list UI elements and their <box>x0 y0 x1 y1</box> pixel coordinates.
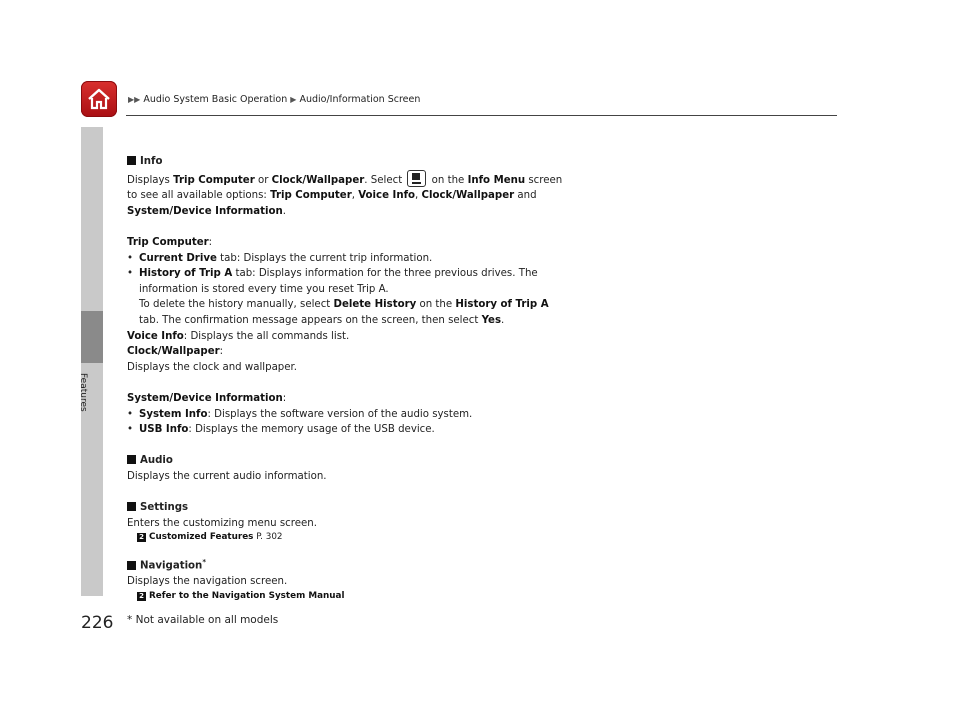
audio-desc: Displays the current audio information. <box>127 470 327 482</box>
section-tab-marker <box>81 311 103 363</box>
list-item: • Current Drive tab: Displays the current trip information. <box>127 252 433 264</box>
voice-info-line: Voice Info: Displays the all commands list. <box>127 330 350 342</box>
square-bullet-icon <box>127 455 136 464</box>
confirm-line: tab. The confirmation message appears on the screen, then select Yes. <box>139 314 505 326</box>
square-bullet-icon <box>127 502 136 511</box>
list-item: • History of Trip A tab: Displays information for the three previous drives. The <box>127 268 538 280</box>
sysinfo-heading: System/Device Information: <box>127 392 287 404</box>
page-number: 226 <box>81 613 114 633</box>
xref-arrow-icon: 2 <box>137 533 146 542</box>
square-bullet-icon <box>127 561 136 570</box>
navigation-heading: Navigation* <box>127 555 587 574</box>
settings-heading: Settings <box>127 500 587 516</box>
clock-heading: Clock/Wallpaper: <box>127 346 224 358</box>
home-icon[interactable] <box>81 81 117 117</box>
list-item: • USB Info: Displays the memory usage of the USB device. <box>127 424 435 436</box>
breadcrumb <box>128 94 420 105</box>
breadcrumb-link-audio-system[interactable]: Audio System Basic Operation <box>143 94 288 105</box>
page-content <box>127 154 587 603</box>
breadcrumb-arrow-icon: ▶▶ <box>128 95 141 104</box>
settings-desc: Enters the customizing menu screen. <box>127 517 317 529</box>
section-sidebar <box>81 127 103 596</box>
settings-xref-link[interactable]: 2 Customized Features P. 302 <box>127 530 587 544</box>
square-bullet-icon <box>127 156 136 165</box>
trip-computer-heading: Trip Computer: <box>127 236 213 248</box>
audio-heading: Audio <box>127 453 587 469</box>
info-paragraph: Displays Trip Computer or Clock/Wallpaper. Select on the Info Menu screen to see all available options: Trip Computer, Voice Info, Clock/Wallpaper and System/Device Information. <box>127 170 587 220</box>
clock-desc: Displays the clock and wallpaper. <box>127 361 298 373</box>
info-heading: Info <box>127 154 587 170</box>
header-rule <box>126 115 837 116</box>
info-menu-button-icon <box>407 170 426 187</box>
delete-history-line: To delete the history manually, select Delete History on the History of Trip A <box>139 299 549 311</box>
xref-arrow-icon: 2 <box>137 592 146 601</box>
breadcrumb-link-audio-info-screen[interactable]: Audio/Information Screen <box>299 94 421 105</box>
history-desc-line: information is stored every time you reset Trip A. <box>139 283 389 295</box>
navigation-desc: Displays the navigation screen. <box>127 576 288 588</box>
footnote: * Not available on all models <box>127 614 279 626</box>
section-label: Features <box>78 373 88 412</box>
navigation-xref-link[interactable]: 2 Refer to the Navigation System Manual <box>127 589 587 603</box>
list-item: • System Info: Displays the software version of the audio system. <box>127 408 473 420</box>
breadcrumb-arrow-icon: ▶ <box>290 95 297 104</box>
